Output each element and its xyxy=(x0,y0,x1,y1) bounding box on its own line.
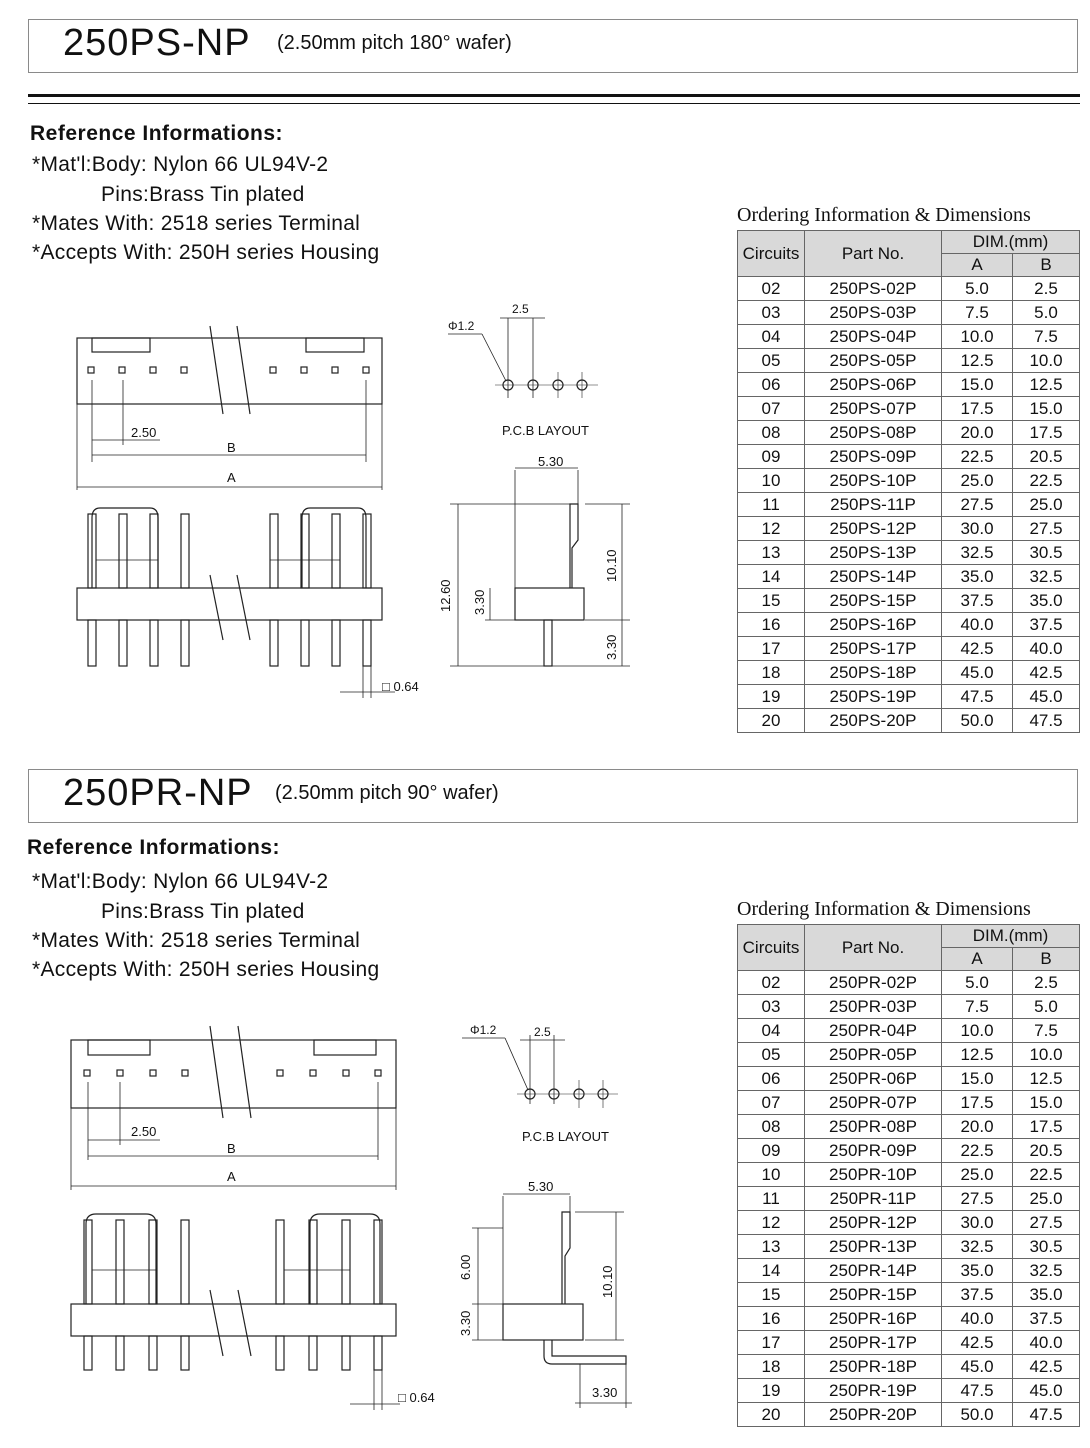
table-row xyxy=(738,469,1080,493)
cell-part-no: 250PS-06P xyxy=(805,373,942,397)
cell-dim-a: 12.5 xyxy=(942,1043,1013,1067)
cell-dim-b: 27.5 xyxy=(1013,517,1080,541)
cell-dim-a: 27.5 xyxy=(942,493,1013,517)
cell-dim-a: 25.0 xyxy=(942,1163,1013,1187)
cell-part-no: 250PS-20P xyxy=(805,709,942,733)
table-row xyxy=(738,637,1080,661)
height-1010-label: 10.10 xyxy=(604,549,619,582)
cell-circuits: 06 xyxy=(738,373,805,397)
table-row xyxy=(738,1283,1080,1307)
table-row xyxy=(738,1307,1080,1331)
cell-dim-b: 22.5 xyxy=(1013,469,1080,493)
cell-part-no: 250PR-09P xyxy=(805,1139,942,1163)
cell-circuits: 12 xyxy=(738,517,805,541)
table-row xyxy=(738,1043,1080,1067)
cell-part-no: 250PS-16P xyxy=(805,613,942,637)
cell-dim-b: 10.0 xyxy=(1013,1043,1080,1067)
height-330-left-label: 3.30 xyxy=(458,1310,473,1336)
cell-dim-b: 47.5 xyxy=(1013,709,1080,733)
pcb-layout-label: P.C.B LAYOUT xyxy=(522,1129,609,1144)
col-circuits: Circuits xyxy=(738,231,805,277)
width-530-label: 5.30 xyxy=(528,1179,554,1194)
ref-material: *Mat'l:Body: Nylon 66 UL94V-2 xyxy=(32,153,329,176)
cell-part-no: 250PR-02P xyxy=(805,971,942,995)
table-row xyxy=(738,589,1080,613)
table-row xyxy=(738,1187,1080,1211)
cell-circuits: 19 xyxy=(738,685,805,709)
cell-circuits: 10 xyxy=(738,469,805,493)
ref-accepts: *Accepts With: 250H series Housing xyxy=(32,958,380,981)
table-row xyxy=(738,517,1080,541)
cell-dim-b: 25.0 xyxy=(1013,493,1080,517)
cell-dim-b: 42.5 xyxy=(1013,661,1080,685)
series-title: 250PS-NP xyxy=(63,22,251,64)
cell-circuits: 18 xyxy=(738,661,805,685)
cell-dim-b: 2.5 xyxy=(1013,971,1080,995)
height-600-label: 6.00 xyxy=(458,1254,473,1280)
cell-dim-b: 5.0 xyxy=(1013,995,1080,1019)
cell-dim-a: 32.5 xyxy=(942,541,1013,565)
cell-dim-a: 20.0 xyxy=(942,421,1013,445)
table-row xyxy=(738,325,1080,349)
width-330-bottom-label: 3.30 xyxy=(592,1385,618,1400)
cell-dim-b: 37.5 xyxy=(1013,613,1080,637)
cell-part-no: 250PS-10P xyxy=(805,469,942,493)
cell-circuits: 14 xyxy=(738,565,805,589)
cell-dim-b: 35.0 xyxy=(1013,1283,1080,1307)
cell-dim-b: 5.0 xyxy=(1013,301,1080,325)
cell-part-no: 250PS-14P xyxy=(805,565,942,589)
cell-dim-a: 42.5 xyxy=(942,637,1013,661)
cell-circuits: 03 xyxy=(738,301,805,325)
cell-dim-a: 42.5 xyxy=(942,1331,1013,1355)
table-row xyxy=(738,1211,1080,1235)
pcb-layout-label: P.C.B LAYOUT xyxy=(502,423,589,438)
cell-circuits: 13 xyxy=(738,1235,805,1259)
cell-part-no: 250PS-11P xyxy=(805,493,942,517)
cell-circuits: 07 xyxy=(738,397,805,421)
col-dim: DIM.(mm) xyxy=(942,231,1080,254)
cell-dim-a: 37.5 xyxy=(942,1283,1013,1307)
table-row xyxy=(738,445,1080,469)
cell-part-no: 250PR-13P xyxy=(805,1235,942,1259)
table-row xyxy=(738,1067,1080,1091)
cell-circuits: 13 xyxy=(738,541,805,565)
cell-circuits: 07 xyxy=(738,1091,805,1115)
cell-part-no: 250PS-17P xyxy=(805,637,942,661)
cell-dim-b: 30.5 xyxy=(1013,541,1080,565)
pin-square-label: □ 0.64 xyxy=(382,679,419,694)
table-row xyxy=(738,301,1080,325)
table-row xyxy=(738,661,1080,685)
dim-b-label: B xyxy=(227,440,236,455)
dim-pitch-label: 2.50 xyxy=(131,425,157,440)
table-row xyxy=(738,613,1080,637)
series-subtitle: (2.50mm pitch 90° wafer) xyxy=(275,782,499,804)
cell-part-no: 250PR-03P xyxy=(805,995,942,1019)
cell-part-no: 250PS-13P xyxy=(805,541,942,565)
cell-part-no: 250PR-07P xyxy=(805,1091,942,1115)
cell-dim-b: 27.5 xyxy=(1013,1211,1080,1235)
cell-circuits: 17 xyxy=(738,637,805,661)
cell-circuits: 14 xyxy=(738,1259,805,1283)
table-row xyxy=(738,971,1080,995)
ordering-table xyxy=(737,924,1080,1427)
cell-dim-b: 7.5 xyxy=(1013,325,1080,349)
cell-circuits: 06 xyxy=(738,1067,805,1091)
cell-dim-b: 7.5 xyxy=(1013,1019,1080,1043)
cell-dim-b: 15.0 xyxy=(1013,397,1080,421)
cell-dim-b: 32.5 xyxy=(1013,565,1080,589)
order-title: Ordering Information & Dimensions xyxy=(737,204,1031,226)
table-row xyxy=(738,1019,1080,1043)
col-b: B xyxy=(1013,948,1080,971)
cell-dim-a: 15.0 xyxy=(942,1067,1013,1091)
phi-label: Φ1.2 xyxy=(470,1023,497,1037)
cell-dim-a: 5.0 xyxy=(942,277,1013,301)
table-row xyxy=(738,1355,1080,1379)
cell-dim-a: 40.0 xyxy=(942,613,1013,637)
cell-dim-a: 17.5 xyxy=(942,397,1013,421)
table-row xyxy=(738,493,1080,517)
cell-part-no: 250PS-05P xyxy=(805,349,942,373)
cell-circuits: 08 xyxy=(738,421,805,445)
ref-pins: Pins:Brass Tin plated xyxy=(101,900,305,923)
col-part-no: Part No. xyxy=(805,231,942,277)
width-530-label: 5.30 xyxy=(538,454,564,469)
table-row xyxy=(738,1091,1080,1115)
table-row xyxy=(738,1403,1080,1427)
cell-dim-a: 12.5 xyxy=(942,349,1013,373)
pcb-pitch-label: 2.5 xyxy=(534,1025,551,1039)
cell-circuits: 04 xyxy=(738,1019,805,1043)
cell-dim-a: 10.0 xyxy=(942,325,1013,349)
table-row xyxy=(738,1115,1080,1139)
cell-circuits: 12 xyxy=(738,1211,805,1235)
cell-dim-b: 37.5 xyxy=(1013,1307,1080,1331)
pcb-pitch-label: 2.5 xyxy=(512,302,529,316)
ref-mates: *Mates With: 2518 series Terminal xyxy=(32,212,361,235)
cell-part-no: 250PS-08P xyxy=(805,421,942,445)
cell-part-no: 250PS-19P xyxy=(805,685,942,709)
col-dim: DIM.(mm) xyxy=(942,925,1080,948)
cell-dim-a: 45.0 xyxy=(942,661,1013,685)
cell-part-no: 250PR-06P xyxy=(805,1067,942,1091)
cell-dim-a: 20.0 xyxy=(942,1115,1013,1139)
col-circuits: Circuits xyxy=(738,925,805,971)
height-1260-label: 12.60 xyxy=(438,579,453,612)
ordering-table-body xyxy=(738,277,1080,733)
cell-dim-b: 45.0 xyxy=(1013,1379,1080,1403)
cell-part-no: 250PR-17P xyxy=(805,1331,942,1355)
cell-dim-b: 40.0 xyxy=(1013,637,1080,661)
cell-circuits: 20 xyxy=(738,709,805,733)
height-330-left-label: 3.30 xyxy=(472,589,487,615)
table-row xyxy=(738,397,1080,421)
table-row xyxy=(738,1235,1080,1259)
cell-part-no: 250PR-12P xyxy=(805,1211,942,1235)
cell-dim-b: 32.5 xyxy=(1013,1259,1080,1283)
cell-dim-b: 20.5 xyxy=(1013,445,1080,469)
cell-part-no: 250PR-05P xyxy=(805,1043,942,1067)
col-a: A xyxy=(942,948,1013,971)
height-1010-label: 10.10 xyxy=(600,1265,615,1298)
cell-circuits: 17 xyxy=(738,1331,805,1355)
cell-dim-b: 22.5 xyxy=(1013,1163,1080,1187)
dim-a-label: A xyxy=(227,1169,236,1184)
height-330-right-label: 3.30 xyxy=(604,634,619,660)
table-row xyxy=(738,373,1080,397)
cell-dim-a: 10.0 xyxy=(942,1019,1013,1043)
cell-dim-a: 17.5 xyxy=(942,1091,1013,1115)
ref-mates: *Mates With: 2518 series Terminal xyxy=(32,929,361,952)
cell-circuits: 02 xyxy=(738,277,805,301)
cell-dim-b: 10.0 xyxy=(1013,349,1080,373)
cell-circuits: 11 xyxy=(738,493,805,517)
cell-dim-b: 17.5 xyxy=(1013,421,1080,445)
cell-circuits: 15 xyxy=(738,1283,805,1307)
table-row xyxy=(738,541,1080,565)
cell-circuits: 19 xyxy=(738,1379,805,1403)
cell-dim-b: 17.5 xyxy=(1013,1115,1080,1139)
cell-dim-a: 47.5 xyxy=(942,685,1013,709)
cell-circuits: 20 xyxy=(738,1403,805,1427)
cell-dim-a: 30.0 xyxy=(942,517,1013,541)
table-row xyxy=(738,709,1080,733)
ordering-table-body xyxy=(738,971,1080,1427)
cell-dim-b: 25.0 xyxy=(1013,1187,1080,1211)
cell-circuits: 16 xyxy=(738,613,805,637)
table-row xyxy=(738,421,1080,445)
cell-part-no: 250PS-09P xyxy=(805,445,942,469)
cell-part-no: 250PR-04P xyxy=(805,1019,942,1043)
table-row xyxy=(738,349,1080,373)
table-row xyxy=(738,277,1080,301)
cell-part-no: 250PR-19P xyxy=(805,1379,942,1403)
cell-part-no: 250PR-10P xyxy=(805,1163,942,1187)
col-part-no: Part No. xyxy=(805,925,942,971)
cell-dim-b: 12.5 xyxy=(1013,373,1080,397)
series-title: 250PR-NP xyxy=(63,772,253,814)
ordering-table xyxy=(737,230,1080,733)
cell-dim-b: 45.0 xyxy=(1013,685,1080,709)
cell-dim-a: 50.0 xyxy=(942,709,1013,733)
cell-circuits: 05 xyxy=(738,1043,805,1067)
cell-part-no: 250PR-08P xyxy=(805,1115,942,1139)
cell-circuits: 04 xyxy=(738,325,805,349)
cell-part-no: 250PR-16P xyxy=(805,1307,942,1331)
table-row xyxy=(738,1331,1080,1355)
cell-dim-a: 7.5 xyxy=(942,301,1013,325)
cell-circuits: 08 xyxy=(738,1115,805,1139)
cell-dim-a: 22.5 xyxy=(942,1139,1013,1163)
col-b: B xyxy=(1013,254,1080,277)
cell-circuits: 10 xyxy=(738,1163,805,1187)
cell-part-no: 250PS-02P xyxy=(805,277,942,301)
table-row xyxy=(738,1163,1080,1187)
cell-dim-a: 45.0 xyxy=(942,1355,1013,1379)
cell-part-no: 250PS-03P xyxy=(805,301,942,325)
pin-square-label: □ 0.64 xyxy=(398,1390,435,1405)
cell-dim-a: 5.0 xyxy=(942,971,1013,995)
series-subtitle: (2.50mm pitch 180° wafer) xyxy=(277,32,512,54)
cell-dim-b: 12.5 xyxy=(1013,1067,1080,1091)
cell-circuits: 16 xyxy=(738,1307,805,1331)
ref-accepts: *Accepts With: 250H series Housing xyxy=(32,241,380,264)
cell-circuits: 18 xyxy=(738,1355,805,1379)
cell-dim-a: 30.0 xyxy=(942,1211,1013,1235)
cell-part-no: 250PR-14P xyxy=(805,1259,942,1283)
cell-part-no: 250PS-15P xyxy=(805,589,942,613)
table-row xyxy=(738,995,1080,1019)
cell-dim-a: 25.0 xyxy=(942,469,1013,493)
cell-part-no: 250PR-18P xyxy=(805,1355,942,1379)
cell-dim-a: 7.5 xyxy=(942,995,1013,1019)
cell-circuits: 02 xyxy=(738,971,805,995)
ref-material: *Mat'l:Body: Nylon 66 UL94V-2 xyxy=(32,870,329,893)
cell-circuits: 09 xyxy=(738,1139,805,1163)
cell-dim-a: 15.0 xyxy=(942,373,1013,397)
cell-dim-b: 35.0 xyxy=(1013,589,1080,613)
ref-pins: Pins:Brass Tin plated xyxy=(101,183,305,206)
table-row xyxy=(738,1379,1080,1403)
cell-part-no: 250PS-12P xyxy=(805,517,942,541)
cell-dim-b: 30.5 xyxy=(1013,1235,1080,1259)
cell-part-no: 250PR-15P xyxy=(805,1283,942,1307)
cell-dim-a: 27.5 xyxy=(942,1187,1013,1211)
ref-heading: Reference Informations: xyxy=(27,836,281,859)
cell-circuits: 09 xyxy=(738,445,805,469)
phi-label: Φ1.2 xyxy=(448,319,475,333)
dim-b-label: B xyxy=(227,1141,236,1156)
cell-circuits: 05 xyxy=(738,349,805,373)
cell-circuits: 03 xyxy=(738,995,805,1019)
cell-part-no: 250PS-07P xyxy=(805,397,942,421)
cell-dim-b: 2.5 xyxy=(1013,277,1080,301)
cell-part-no: 250PS-04P xyxy=(805,325,942,349)
cell-circuits: 15 xyxy=(738,589,805,613)
cell-dim-a: 35.0 xyxy=(942,565,1013,589)
ref-heading: Reference Informations: xyxy=(30,122,284,145)
cell-part-no: 250PS-18P xyxy=(805,661,942,685)
table-row xyxy=(738,685,1080,709)
cell-part-no: 250PR-20P xyxy=(805,1403,942,1427)
col-a: A xyxy=(942,254,1013,277)
table-row xyxy=(738,565,1080,589)
table-row xyxy=(738,1139,1080,1163)
order-title: Ordering Information & Dimensions xyxy=(737,898,1031,920)
cell-dim-b: 20.5 xyxy=(1013,1139,1080,1163)
cell-dim-a: 35.0 xyxy=(942,1259,1013,1283)
cell-dim-a: 37.5 xyxy=(942,589,1013,613)
cell-dim-b: 40.0 xyxy=(1013,1331,1080,1355)
cell-dim-a: 40.0 xyxy=(942,1307,1013,1331)
cell-dim-a: 50.0 xyxy=(942,1403,1013,1427)
cell-dim-a: 47.5 xyxy=(942,1379,1013,1403)
cell-dim-a: 22.5 xyxy=(942,445,1013,469)
cell-dim-a: 32.5 xyxy=(942,1235,1013,1259)
cell-dim-b: 15.0 xyxy=(1013,1091,1080,1115)
cell-part-no: 250PR-11P xyxy=(805,1187,942,1211)
cell-dim-b: 47.5 xyxy=(1013,1403,1080,1427)
dim-pitch-label: 2.50 xyxy=(131,1124,157,1139)
table-row xyxy=(738,1259,1080,1283)
cell-circuits: 11 xyxy=(738,1187,805,1211)
cell-dim-b: 42.5 xyxy=(1013,1355,1080,1379)
dim-a-label: A xyxy=(227,470,236,485)
